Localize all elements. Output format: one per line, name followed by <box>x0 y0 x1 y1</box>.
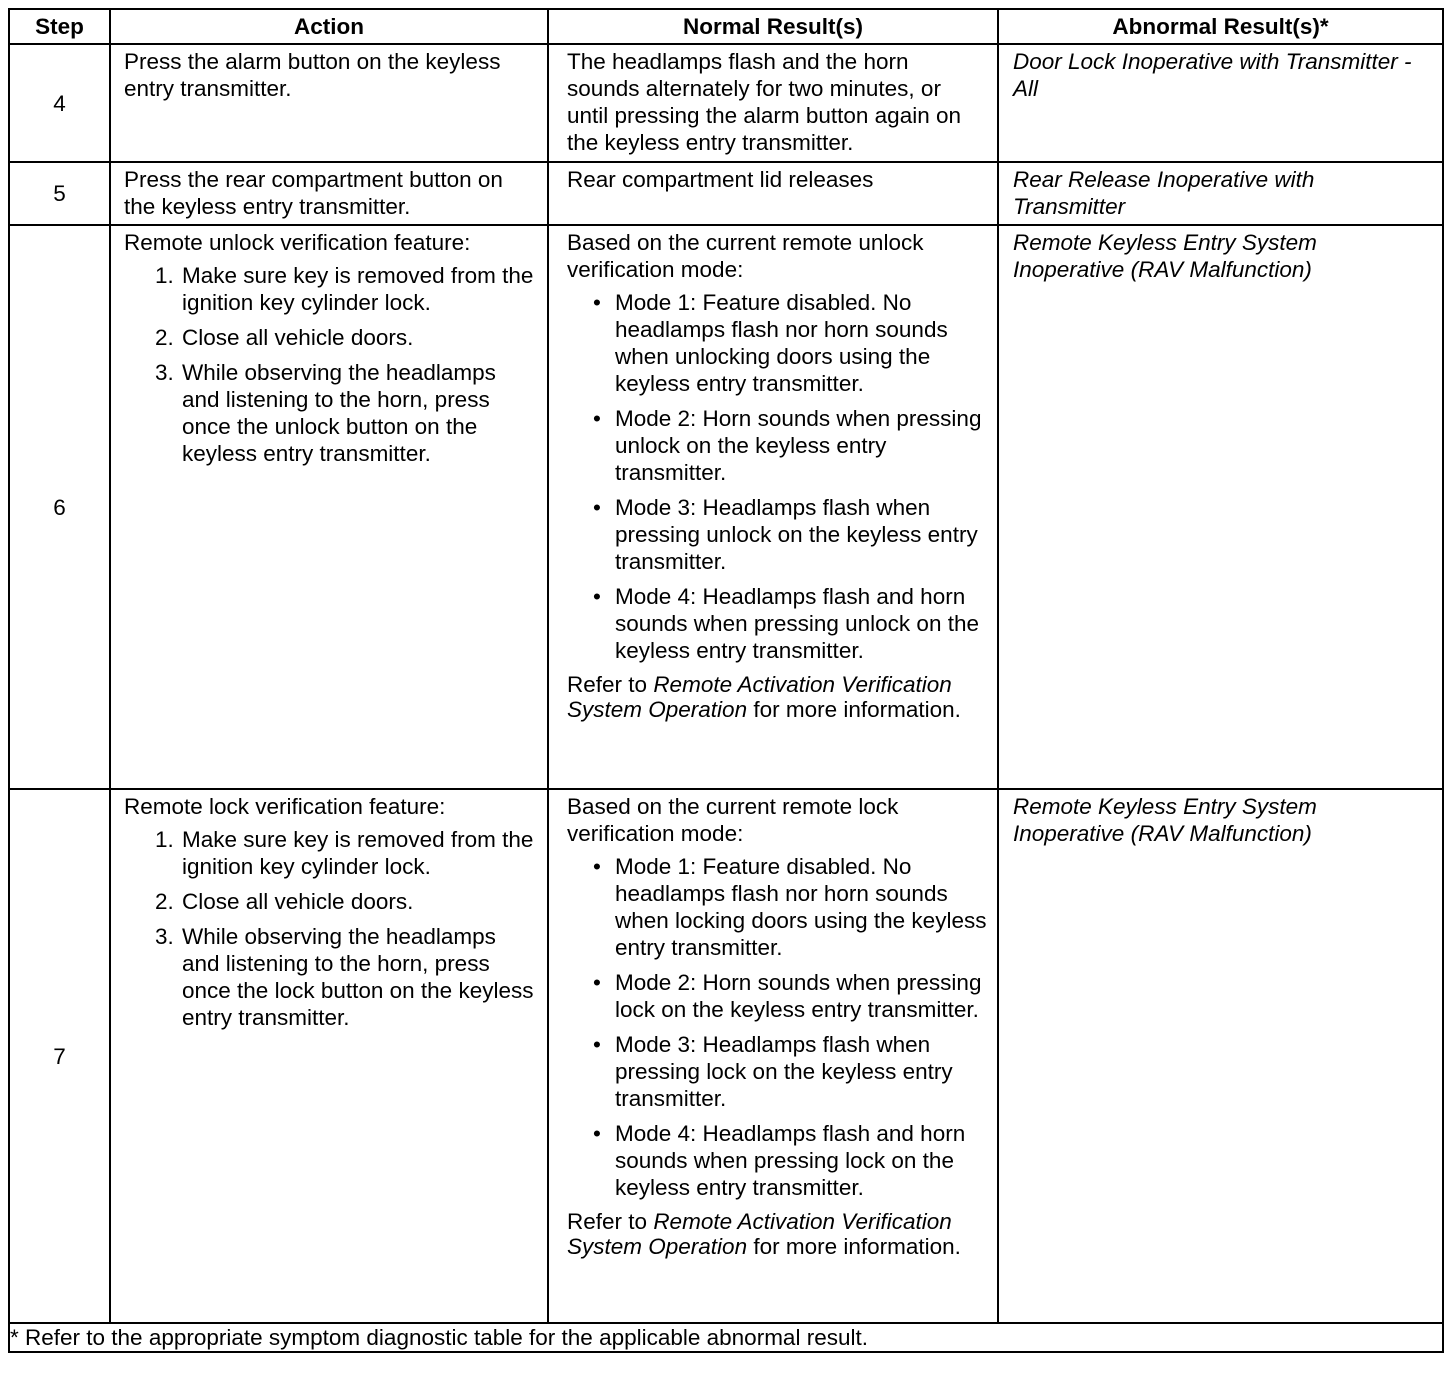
normal-result-cell <box>548 225 998 789</box>
action-text: Press the alarm button on the keyless entry transmitter. <box>124 49 501 101</box>
normal-intro: Based on the current remote unlock verification mode: <box>567 230 924 282</box>
list-item: • Mode 1: Feature disabled. No headlamps flash nor horn sounds when locking doors using the keyless entry transmitter. <box>615 853 987 961</box>
table-row <box>9 162 1443 225</box>
action-steps-list <box>124 826 537 1031</box>
footnote-row <box>9 1323 1443 1352</box>
list-item: • Mode 4: Headlamps flash and horn sounds when pressing lock on the keyless entry transmitter. <box>615 1120 987 1201</box>
table-row <box>9 789 1443 1323</box>
refer-suffix: for more information. <box>753 1234 961 1259</box>
abnormal-result-link[interactable]: Remote Keyless Entry System Inoperative (RAV Malfunction) <box>1013 794 1317 846</box>
list-item: • Mode 2: Horn sounds when pressing unlock on the keyless entry transmitter. <box>615 405 987 486</box>
modes-list <box>567 853 987 1201</box>
refer-link[interactable]: Remote Activation Verification System Operation <box>567 1209 952 1259</box>
normal-result-text: The headlamps flash and the horn sounds alternately for two minutes, or until pressing the alarm button again on the keyless entry transmitter. <box>567 49 962 155</box>
list-item: 2. Close all vehicle doors. <box>180 888 537 915</box>
refer-link[interactable]: Remote Activation Verification System Operation <box>567 672 952 722</box>
action-cell <box>110 789 548 1323</box>
list-item: • Mode 3: Headlamps flash when pressing lock on the keyless entry transmitter. <box>615 1031 987 1112</box>
abnormal-result-cell <box>998 225 1443 789</box>
list-item: • Mode 4: Headlamps flash and horn sounds when pressing unlock on the keyless entry transmitter. <box>615 583 987 664</box>
abnormal-result-cell <box>998 44 1443 162</box>
normal-intro: Based on the current remote lock verification mode: <box>567 794 899 846</box>
refer-note <box>567 672 987 722</box>
table-row <box>9 44 1443 162</box>
abnormal-result-link[interactable]: Door Lock Inoperative with Transmitter - All <box>1013 49 1412 101</box>
action-cell <box>110 44 548 162</box>
action-steps-list <box>124 262 537 467</box>
step-number: 5 <box>9 162 110 225</box>
header-action: Action <box>110 9 548 44</box>
refer-prefix: Refer to <box>567 1209 648 1234</box>
list-item: • Mode 1: Feature disabled. No headlamps flash nor horn sounds when unlocking doors using the keyless entry transmitter. <box>615 289 987 397</box>
normal-result-cell <box>548 44 998 162</box>
action-intro: Remote lock verification feature: <box>124 794 446 819</box>
action-text: Press the rear compartment button on the keyless entry transmitter. <box>124 167 503 219</box>
table-row <box>9 225 1443 789</box>
diagnostic-table <box>8 8 1444 1353</box>
list-item: • Mode 3: Headlamps flash when pressing unlock on the keyless entry transmitter. <box>615 494 987 575</box>
list-item: 1. Make sure key is removed from the ignition key cylinder lock. <box>180 262 537 316</box>
normal-result-cell <box>548 789 998 1323</box>
abnormal-result-link[interactable]: Rear Release Inoperative with Transmitter <box>1013 167 1315 219</box>
modes-list <box>567 289 987 664</box>
header-step: Step <box>9 9 110 44</box>
list-item: • Mode 2: Horn sounds when pressing lock on the keyless entry transmitter. <box>615 969 987 1023</box>
refer-note <box>567 1209 987 1259</box>
normal-result-text: Rear compartment lid releases <box>567 167 874 192</box>
action-cell <box>110 225 548 789</box>
list-item: 1. Make sure key is removed from the ignition key cylinder lock. <box>180 826 537 880</box>
list-item: 3. While observing the headlamps and listening to the horn, press once the lock button on the keyless entry transmitter. <box>180 923 537 1031</box>
footnote: * Refer to the appropriate symptom diagnostic table for the applicable abnormal result. <box>9 1323 1443 1352</box>
step-number: 4 <box>9 44 110 162</box>
refer-prefix: Refer to <box>567 672 648 697</box>
abnormal-result-cell <box>998 162 1443 225</box>
list-item: 2. Close all vehicle doors. <box>180 324 537 351</box>
refer-suffix: for more information. <box>753 697 961 722</box>
abnormal-result-link[interactable]: Remote Keyless Entry System Inoperative (RAV Malfunction) <box>1013 230 1317 282</box>
abnormal-result-cell <box>998 789 1443 1323</box>
list-item: 3. While observing the headlamps and listening to the horn, press once the unlock button on the keyless entry transmitter. <box>180 359 537 467</box>
action-cell <box>110 162 548 225</box>
header-normal-results: Normal Result(s) <box>548 9 998 44</box>
action-intro: Remote unlock verification feature: <box>124 230 471 255</box>
normal-result-cell <box>548 162 998 225</box>
step-number: 6 <box>9 225 110 789</box>
step-number: 7 <box>9 789 110 1323</box>
header-abnormal-results: Abnormal Result(s)* <box>998 9 1443 44</box>
header-row <box>9 9 1443 44</box>
